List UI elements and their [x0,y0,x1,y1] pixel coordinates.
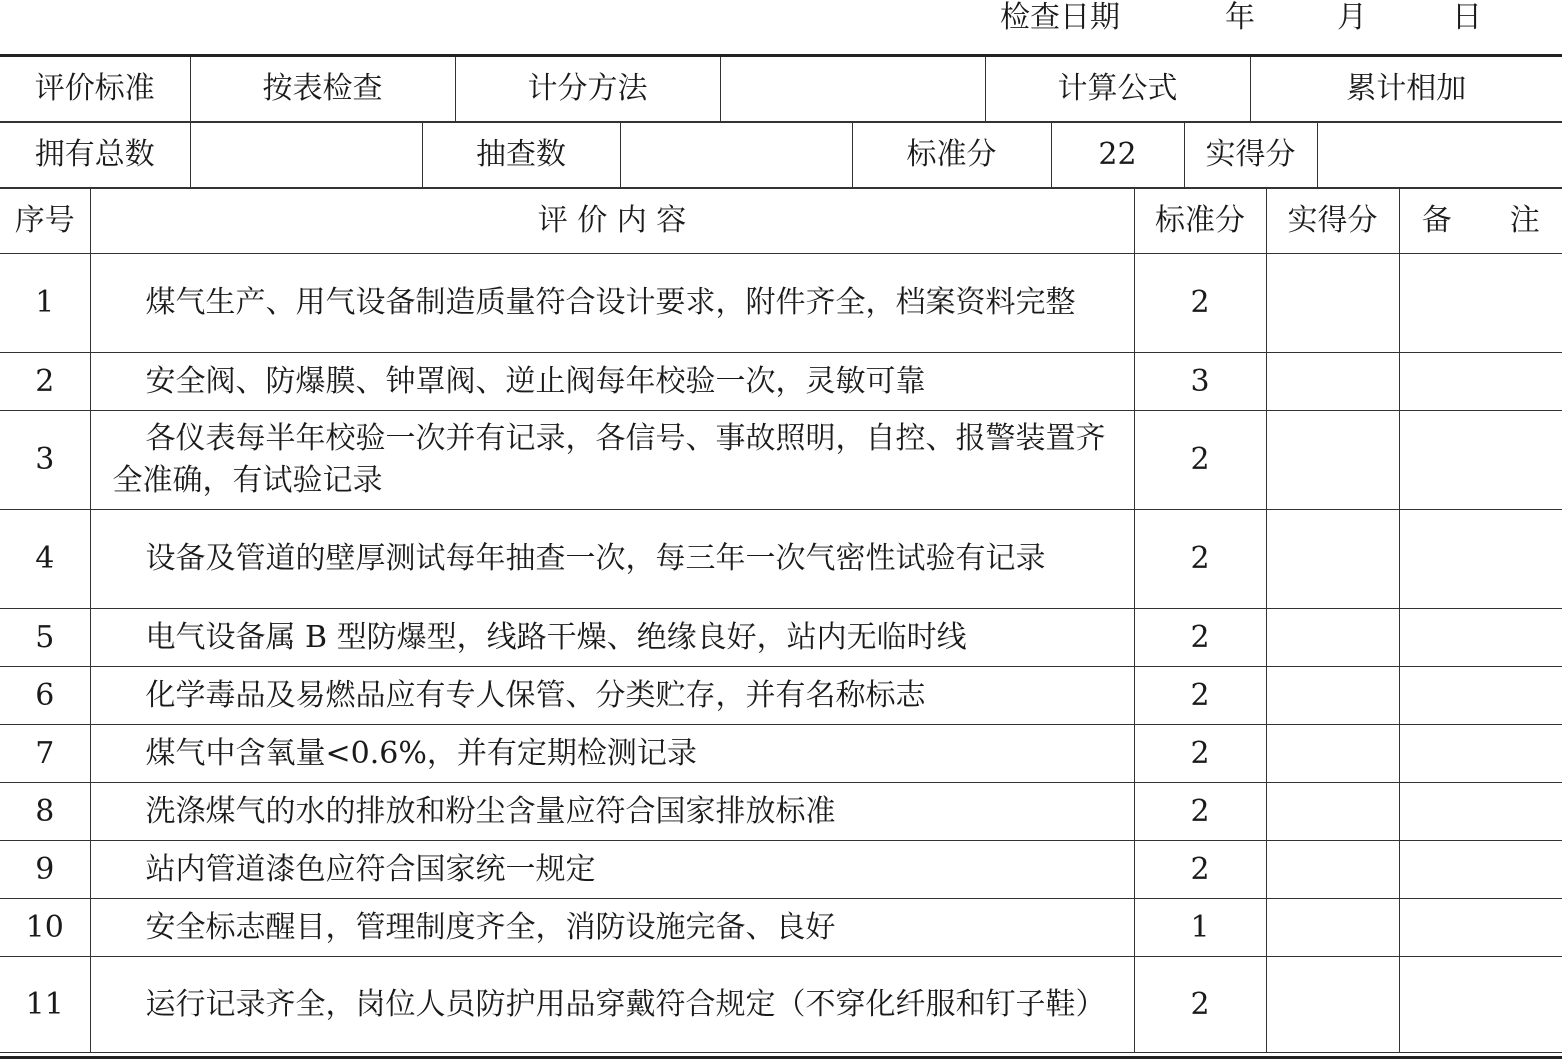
sample-count-label: 抽查数 [422,123,620,188]
inspection-date-label: 检查日期 [1000,0,1120,35]
row-content: 煤气中含氧量<0.6%，并有定期检测记录 [90,725,1134,783]
row-actual-score[interactable] [1266,510,1399,609]
row-remarks[interactable] [1399,254,1562,353]
row-content: 站内管道漆色应符合国家统一规定 [90,841,1134,899]
header-standard-score: 标准分 [1134,189,1266,254]
table-row [0,353,1562,411]
row-actual-score[interactable] [1266,841,1399,899]
row-standard-score: 2 [1134,411,1266,510]
row-index: 11 [0,957,90,1053]
row-standard-score: 2 [1134,609,1266,667]
table-row [0,783,1562,841]
row-standard-score: 2 [1134,725,1266,783]
month-label: 月 [1337,0,1367,35]
row-remarks[interactable] [1399,841,1562,899]
row-index: 6 [0,667,90,725]
table-row [0,254,1562,353]
day-label: 日 [1452,0,1482,35]
row-content: 化学毒品及易燃品应有专人保管、分类贮存，并有名称标志 [90,667,1134,725]
header-index: 序号 [0,189,90,254]
table-row [0,957,1562,1053]
criteria-value[interactable]: 按表检查 [190,57,455,122]
table-row [0,609,1562,667]
row-index: 7 [0,725,90,783]
row-index: 3 [0,411,90,510]
row-standard-score: 2 [1134,254,1266,353]
row-content: 洗涤煤气的水的排放和粉尘含量应符合国家排放标准 [90,783,1134,841]
row-standard-score: 1 [1134,899,1266,957]
table-row [0,899,1562,957]
row-remarks[interactable] [1399,783,1562,841]
row-index: 4 [0,510,90,609]
table-row [0,510,1562,609]
row-actual-score[interactable] [1266,725,1399,783]
row-actual-score[interactable] [1266,783,1399,841]
row-remarks[interactable] [1399,667,1562,725]
scoring-method-label: 计分方法 [455,57,720,122]
table-row [0,841,1562,899]
row-standard-score: 2 [1134,510,1266,609]
row-standard-score: 2 [1134,783,1266,841]
total-count-label: 拥有总数 [0,123,190,188]
row-actual-score[interactable] [1266,957,1399,1053]
row-remarks[interactable] [1399,957,1562,1053]
header-remarks: 备 注 [1399,189,1562,254]
row-content: 电气设备属 B 型防爆型，线路干燥、绝缘良好，站内无临时线 [90,609,1134,667]
row-content: 煤气生产、用气设备制造质量符合设计要求，附件齐全，档案资料完整 [90,254,1134,353]
year-label: 年 [1225,0,1255,35]
criteria-label: 评价标准 [0,57,190,122]
row-actual-score[interactable] [1266,899,1399,957]
row-remarks[interactable] [1399,725,1562,783]
score-summary-table [0,122,1562,188]
row-actual-score[interactable] [1266,411,1399,510]
evaluation-info-table [0,57,1562,122]
row-remarks[interactable] [1399,899,1562,957]
row-actual-score[interactable] [1266,667,1399,725]
table-row [0,725,1562,783]
row-content: 运行记录齐全，岗位人员防护用品穿戴符合规定（不穿化纤服和钉子鞋） [90,957,1134,1053]
info-row-criteria [0,57,1562,122]
table-header-row [0,189,1562,254]
row-index: 2 [0,353,90,411]
table-row [0,667,1562,725]
row-content: 设备及管道的壁厚测试每年抽查一次，每三年一次气密性试验有记录 [90,510,1134,609]
row-index: 1 [0,254,90,353]
header-actual-score: 实得分 [1266,189,1399,254]
row-standard-score: 2 [1134,667,1266,725]
row-standard-score: 3 [1134,353,1266,411]
header-content: 评 价 内 容 [90,189,1134,254]
row-remarks[interactable] [1399,609,1562,667]
formula-label: 计算公式 [985,57,1250,122]
total-count-value[interactable] [190,123,422,188]
info-row-summary [0,123,1562,188]
row-standard-score: 2 [1134,957,1266,1053]
evaluation-content-table [0,188,1562,1053]
row-content: 安全标志醒目，管理制度齐全，消防设施完备、良好 [90,899,1134,957]
row-index: 10 [0,899,90,957]
sample-count-value[interactable] [620,123,852,188]
table-row [0,411,1562,510]
row-actual-score[interactable] [1266,254,1399,353]
actual-score-label: 实得分 [1184,123,1317,188]
scoring-method-value[interactable] [720,57,985,122]
formula-value[interactable]: 累计相加 [1250,57,1562,122]
row-index: 8 [0,783,90,841]
row-content: 安全阀、防爆膜、钟罩阀、逆止阀每年校验一次，灵敏可靠 [90,353,1134,411]
standard-score-value: 22 [1051,123,1184,188]
row-remarks[interactable] [1399,510,1562,609]
row-remarks[interactable] [1399,353,1562,411]
row-index: 5 [0,609,90,667]
row-actual-score[interactable] [1266,609,1399,667]
row-index: 9 [0,841,90,899]
actual-score-value[interactable] [1317,123,1562,188]
row-content: 各仪表每半年校验一次并有记录，各信号、事故照明，自控、报警装置齐全准确，有试验记录 [90,411,1134,510]
row-actual-score[interactable] [1266,353,1399,411]
row-remarks[interactable] [1399,411,1562,510]
inspection-date-line [0,0,1562,40]
row-standard-score: 2 [1134,841,1266,899]
standard-score-label: 标准分 [852,123,1051,188]
